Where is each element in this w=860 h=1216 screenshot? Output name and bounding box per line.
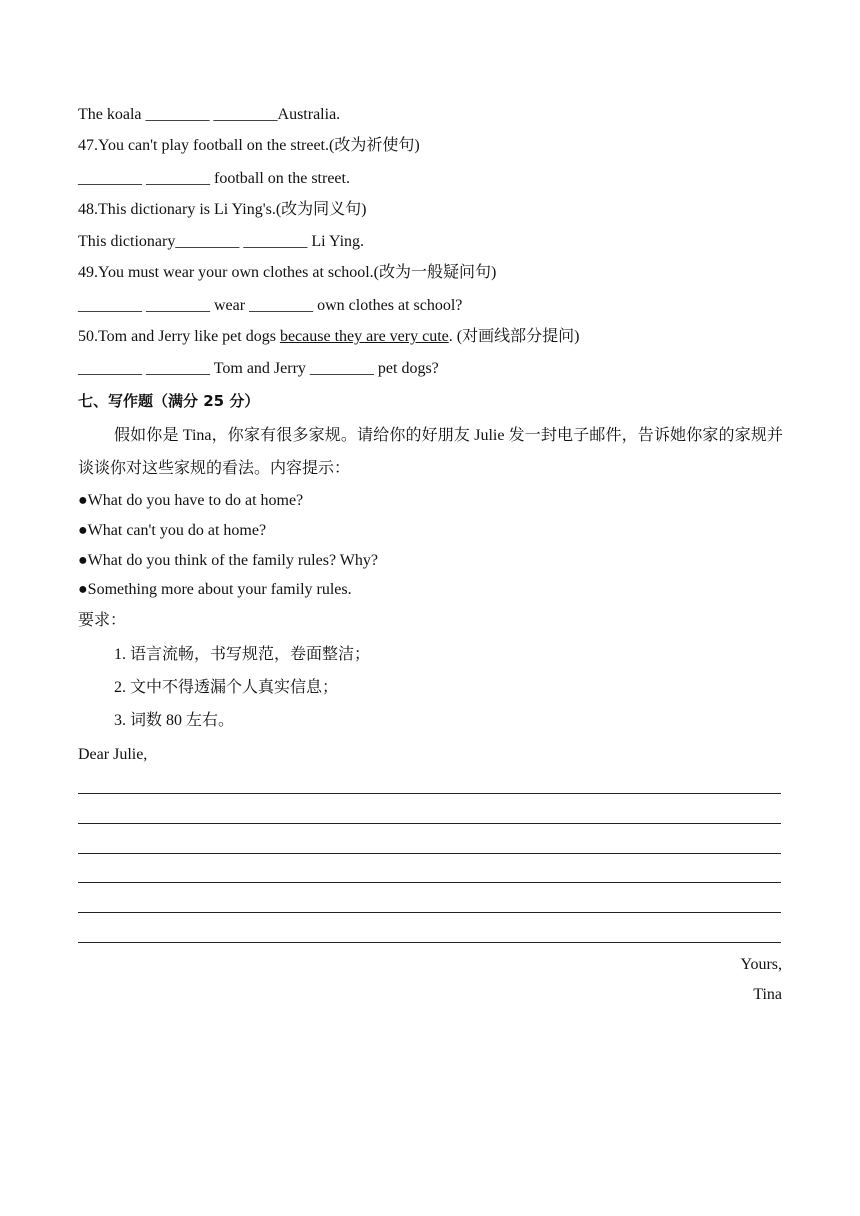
q50-underlined-part: because they are very cute <box>279 328 449 345</box>
q47-question: 47.You can't play football on the street.(改为祈使句) <box>78 137 420 154</box>
q50-prefix: 50.Tom and Jerry like pet dogs <box>78 328 280 345</box>
q46-answer-line: The koala ________ ________Australia. <box>78 106 341 123</box>
letter-signature: Tina <box>753 986 782 1003</box>
hint-item: ●What do you think of the family rules? Why? <box>78 552 378 569</box>
writing-line[interactable] <box>78 942 781 943</box>
requirement-item: 3. 词数 80 左右。 <box>114 712 235 729</box>
q49-answer-line: ________ ________ wear ________ own clothes at school? <box>78 297 463 314</box>
writing-section-heading: 七、写作题（满分 25 分） <box>78 392 260 410</box>
q50-question <box>78 327 579 347</box>
writing-line[interactable] <box>78 793 781 794</box>
letter-greeting: Dear Julie, <box>78 746 148 763</box>
hint-item: ●What can't you do at home? <box>78 522 267 539</box>
writing-line[interactable] <box>78 882 781 883</box>
hint-item: ●Something more about your family rules. <box>78 581 352 598</box>
q49-question: 49.You must wear your own clothes at school.(改为一般疑问句) <box>78 264 497 281</box>
writing-line[interactable] <box>78 912 781 913</box>
q50-answer-line: ________ ________ Tom and Jerry ________ pet dogs? <box>78 360 439 377</box>
hint-item: ●What do you have to do at home? <box>78 492 304 509</box>
writing-line[interactable] <box>78 853 781 854</box>
q47-answer-line: ________ ________ football on the street. <box>78 170 350 187</box>
requirement-item: 2. 文中不得透漏个人真实信息； <box>114 679 339 696</box>
writing-line[interactable] <box>78 823 781 824</box>
q50-suffix: . (对画线部分提问) <box>448 328 580 345</box>
q48-question: 48.This dictionary is Li Ying's.(改为同义句) <box>78 201 367 218</box>
requirements-label: 要求： <box>78 612 127 629</box>
writing-prompt: 假如你是 Tina，你家有很多家规。请给你的好朋友 Julie 发一封电子邮件，告诉她你家的家规并谈谈你对这些家规的看法。内容提示： <box>78 427 783 477</box>
q48-answer-line: This dictionary________ ________ Li Ying. <box>78 233 365 250</box>
letter-closing: Yours, <box>740 956 782 973</box>
requirement-item: 1. 语言流畅，书写规范，卷面整洁； <box>114 646 371 663</box>
